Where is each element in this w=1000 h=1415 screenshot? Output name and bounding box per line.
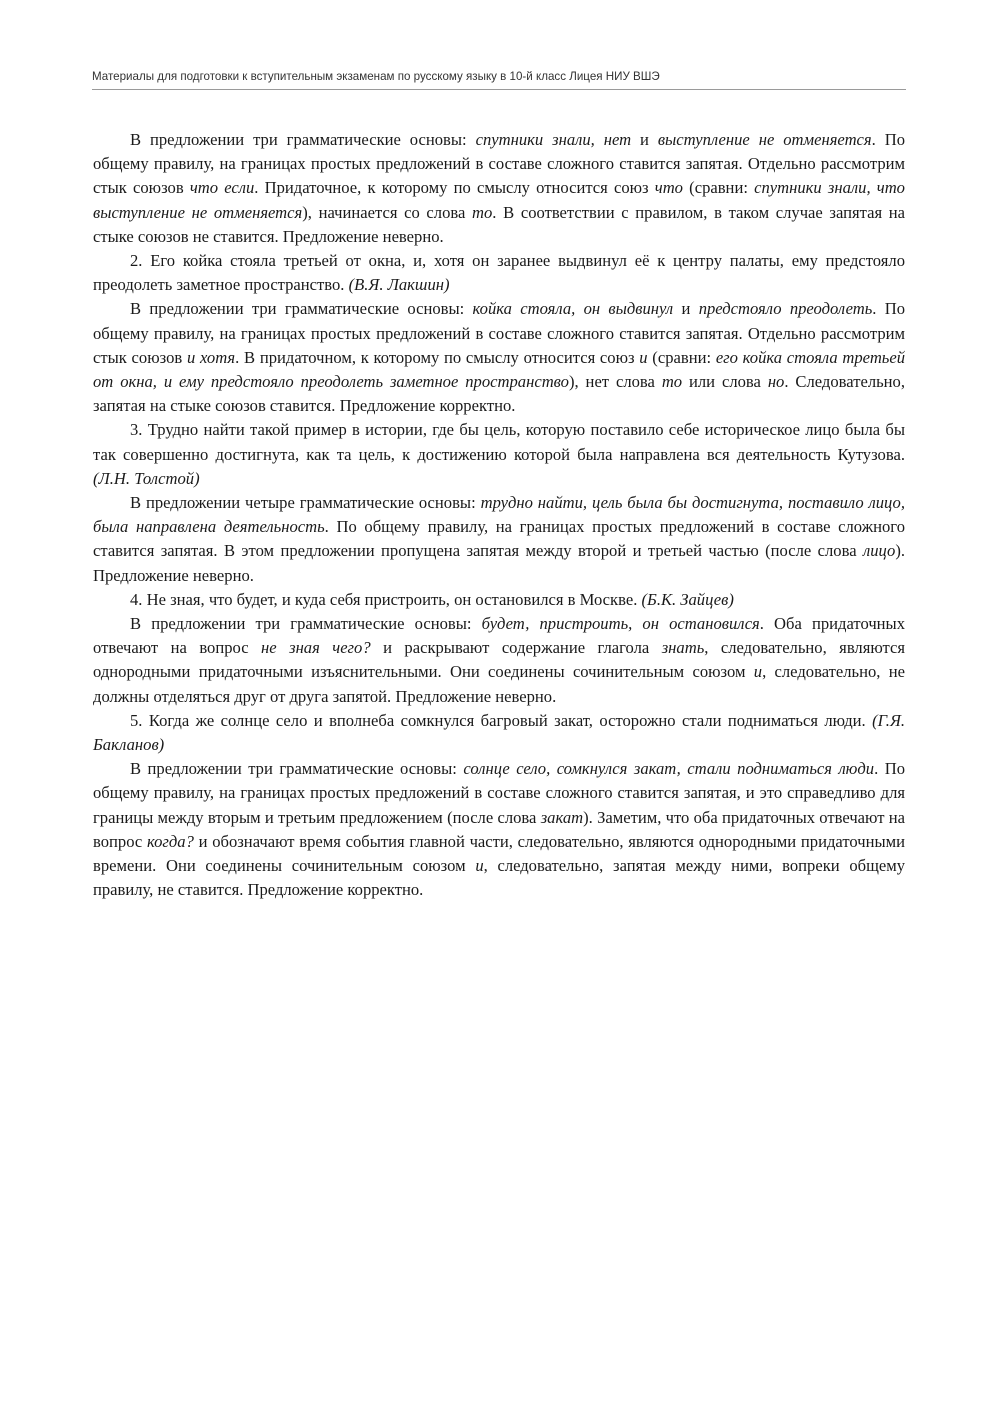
italic-text: когда?: [147, 831, 194, 851]
text-run: , следовательно, являются однородными придаточными изъяснительными. Они соединены сочинительным союзом: [93, 638, 905, 682]
italic-text: лицо: [862, 541, 896, 561]
text-run: . По общему правилу, на границах простых предложений в составе сложного ставится запятая, и это справедливо для границы между вторым и третьим предложением (после слова: [93, 759, 905, 827]
text-run: 4. Не зная, что будет, и куда себя пристроить, он остановился в Москве.: [130, 589, 642, 609]
paragraph-explanation-5: [93, 757, 905, 902]
paragraph-explanation-4: [93, 612, 905, 709]
italic-text: выступление не отменяется: [657, 130, 872, 149]
text-run: В предложении три грамматические основы:: [130, 614, 482, 634]
text-run: и раскрывают содержание глагола: [370, 638, 662, 658]
paragraph-example-4: [93, 588, 905, 612]
text-run: В предложении четыре грамматические основы:: [130, 493, 481, 513]
text-run: . По общему правилу, на границах простых предложений в составе сложного ставится запятая. Отдельно рассмотрим стык союзов: [93, 299, 905, 367]
paragraph-explanation-2: [93, 297, 905, 418]
text-run: . Придаточное, к которому по смыслу относится союз: [254, 178, 655, 198]
text-run: ), нет слова: [568, 372, 662, 392]
text-run: В предложении три грамматические основы:: [130, 130, 476, 149]
italic-text: солнце село, сомкнулся закат, стали подниматься люди: [463, 759, 875, 779]
italic-text: и: [475, 856, 484, 876]
text-run: (сравни:: [682, 178, 755, 198]
italic-text: не зная чего?: [261, 638, 371, 658]
italic-text: и: [639, 347, 648, 367]
text-run: . По общему правилу, на границах простых предложений в составе сложного ставится запятая. Отдельно рассмотрим стык союзов: [93, 130, 905, 198]
text-run: . Оба придаточных отвечают на вопрос: [93, 614, 905, 658]
text-run: . Следовательно, запятая на стыке союзов ставится. Предложение корректно.: [93, 372, 906, 416]
text-run: 3. Трудно найти такой пример в истории, где бы цель, которую поставило себе историческое лицо была бы так совершенно достигнута, как та цель, к достижению которой была направлена вся деятельность Кутузова.: [93, 420, 905, 464]
text-run: и обозначают время события главной части, следовательно, являются однородными придаточными времени. Они соединены сочинительным союзом: [93, 831, 905, 876]
text-run: ), начинается со слова: [302, 202, 473, 222]
text-run: , следовательно, не должны отделяться друг от друга запятой. Предложение неверно.: [93, 662, 905, 706]
text-run: . В соответствии с правилом, в таком случае запятая на стыке союзов не ставится. Предложение неверно.: [93, 202, 905, 246]
italic-text: и хотя: [186, 347, 236, 367]
text-run: , следовательно, запятая между ними, вопреки общему правилу, не ставится. Предложение корректно.: [93, 856, 906, 900]
italic-text: (Г.Я. Бакланов): [93, 710, 905, 755]
italic-text: трудно найти, цель была бы достигнута, поставило лицо, была направлена деятельность: [93, 493, 905, 537]
italic-text: но: [767, 372, 785, 392]
page-header: Материалы для подготовки к вступительным экзаменам по русскому языку в 10-й класс Лицея НИУ ВШЭ: [92, 70, 660, 83]
italic-text: (В.Я. Лакшин): [348, 275, 450, 295]
italic-text: то: [472, 202, 493, 222]
text-run: (сравни:: [647, 347, 716, 367]
text-run: и: [673, 299, 699, 319]
italic-text: спутники знали, нет: [475, 130, 632, 149]
text-run: В предложении три грамматические основы:: [130, 759, 464, 779]
paragraph-example-2: [93, 249, 905, 297]
text-run: 2. Его койка стояла третьей от окна, и, хотя он заранее выдвинул её к центру палаты, ему предстояло преодолеть заметное пространство.: [93, 251, 905, 295]
text-run: ). Заметим, что оба придаточных отвечают на вопрос: [93, 807, 905, 851]
italic-text: койка стояла, он выдвинул: [472, 299, 674, 319]
text-run: В предложении три грамматические основы:: [130, 299, 473, 319]
text-run: . В придаточном, к которому по смыслу относится союз: [235, 347, 640, 367]
paragraph-explanation-3: [93, 491, 905, 588]
italic-text: спутники знали, что выступление не отменяется: [93, 178, 905, 222]
paragraph-example-5: [93, 709, 905, 757]
italic-text: знать: [661, 638, 705, 658]
italic-text: предстояло преодолеть: [698, 299, 873, 319]
italic-text: что: [654, 178, 683, 198]
text-run: . По общему правилу, на границах простых предложений в составе сложного ставится запятая. В этом предложении пропущена запятая между второй и третьей частью (после слова: [93, 517, 905, 561]
text-run: 5. Когда же солнце село и вполнеба сомкнулся багровый закат, осторожно стали подниматься люди.: [130, 710, 873, 730]
text-run: или слова: [682, 372, 768, 392]
document-body: [93, 128, 905, 903]
italic-text: будет, пристроить, он остановился: [481, 614, 760, 634]
paragraph-example-3: [93, 418, 905, 491]
text-run: и: [631, 130, 658, 149]
header-divider: [92, 89, 906, 90]
italic-text: (Л.Н. Толстой): [93, 468, 200, 488]
italic-text: (Б.К. Зайцев): [641, 589, 734, 609]
italic-text: то: [661, 372, 683, 392]
italic-text: что если: [189, 178, 255, 198]
paragraph-explanation-1: [93, 128, 905, 249]
text-run: ). Предложение неверно.: [93, 541, 905, 585]
italic-text: его койка стояла третьей от окна, и ему предстояло преодолеть заметное пространство: [93, 347, 906, 392]
italic-text: и: [753, 662, 763, 682]
italic-text: закат: [540, 807, 584, 827]
